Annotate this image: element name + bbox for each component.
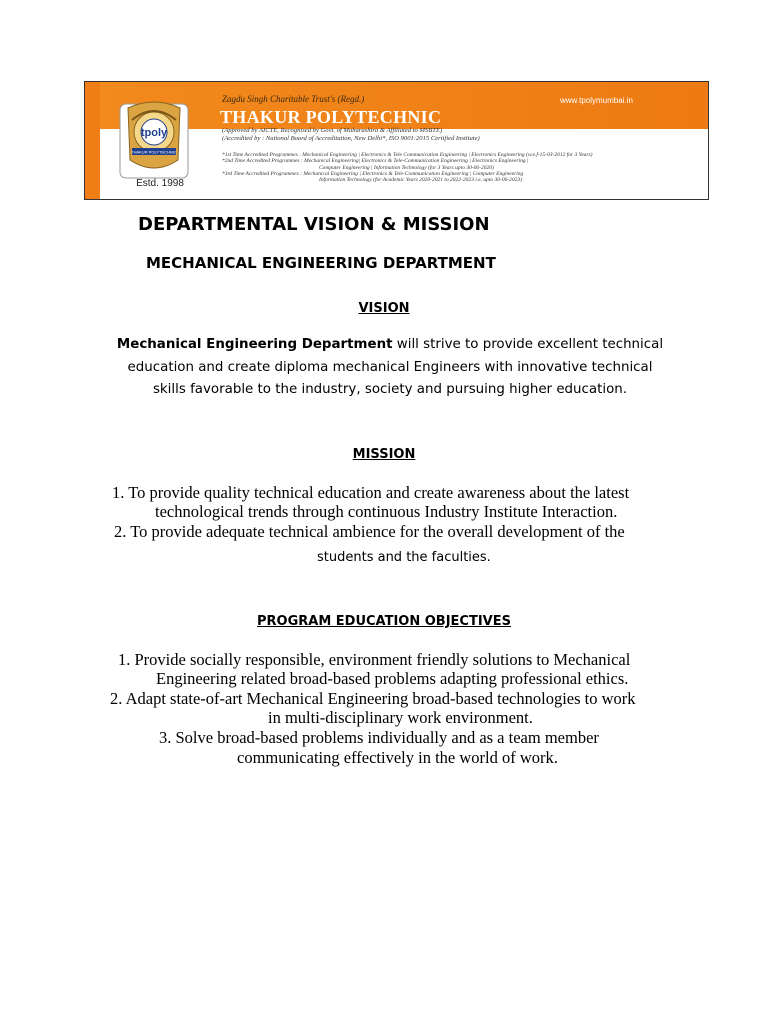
peo-item-3-cont: communicating effectively in the world of work. bbox=[237, 748, 558, 767]
trust-name: Zagdu Singh Charitable Trust's (Regd.) bbox=[222, 94, 365, 104]
logo-text: tpoly bbox=[140, 127, 168, 139]
vision-lead: Mechanical Engineering Department bbox=[116, 337, 393, 352]
header-banner bbox=[84, 81, 709, 200]
vision-line: skills favorable to the industry, society and pursuing higher education. bbox=[152, 382, 628, 397]
vision-line: education and create diploma mechanical Engineers with innovative technical bbox=[127, 359, 653, 375]
accreditation-line: *1st Time Accredited Programmes : Mechanical Engineering | Electronics & Tele Communication Engineering | Electronics Engineering (w.e.f-15-03-2012 for 3 Years) bbox=[222, 152, 593, 158]
accreditation-line: Information Technology (for Academic Years 2020-2021 to 2022-2023 i.e. upto 30-06-2023) bbox=[319, 177, 522, 184]
approval-line: (Approved by AICTE, Recognised by Govt. of Maharashtra & Affiliated to MSBTE) bbox=[222, 127, 443, 134]
accreditation-list bbox=[222, 152, 593, 183]
peo-item-2-cont: in multi-disciplinary work environment. bbox=[268, 708, 533, 727]
mission-item-1-cont: technological trends through continuous Industry Institute Interaction. bbox=[155, 502, 618, 521]
banner-left-strip bbox=[85, 82, 100, 199]
vision-line: will strive to provide excellent technical bbox=[392, 337, 664, 352]
accreditation-line: *3rd Time Accredited Programmes : Mechanical Engineering | Electronics & Tele-Communication Engineering | Computer Engineering bbox=[222, 170, 524, 177]
accreditation-line: Computer Engineering | Information Technology (for 3 Years upto 30-06-2020) bbox=[319, 164, 494, 171]
vision-statement bbox=[95, 334, 685, 402]
vision-heading: VISION bbox=[358, 301, 410, 316]
peo-item-1: 1. Provide socially responsible, environment friendly solutions to Mechanical bbox=[118, 650, 631, 669]
college-name: THAKUR POLYTECHNIC bbox=[220, 107, 442, 127]
mission-item-2: 2. To provide adequate technical ambience for the overall development of the bbox=[114, 522, 625, 541]
approval-line: (Accredited by : National Board of Accreditation, New Delhi*, ISO 9001:2015 Certified Institute) bbox=[222, 135, 480, 142]
logo-ring-text: THAKUR POLYTECHNIC bbox=[131, 149, 177, 155]
website-link[interactable]: www.tpolymumbai.in bbox=[560, 96, 633, 105]
page-title: DEPARTMENTAL VISION & MISSION bbox=[138, 214, 490, 235]
shield-logo-icon bbox=[108, 90, 208, 190]
peo-item-1-cont: Engineering related broad-based problems adapting professional ethics. bbox=[156, 669, 629, 688]
peo-item-2: 2. Adapt state-of-art Mechanical Engineering broad-based technologies to work bbox=[110, 689, 636, 708]
mission-item-2-cont: students and the faculties. bbox=[317, 550, 491, 565]
mission-item-1: 1. To provide quality technical education and create awareness about the latest bbox=[112, 483, 630, 502]
mission-heading: MISSION bbox=[352, 447, 416, 462]
peo-heading: PROGRAM EDUCATION OBJECTIVES bbox=[256, 614, 511, 629]
department-title: MECHANICAL ENGINEERING DEPARTMENT bbox=[146, 254, 496, 272]
peo-item-3: 3. Solve broad-based problems individually and as a team member bbox=[159, 728, 599, 747]
college-logo bbox=[108, 90, 208, 190]
established-year: Estd. 1998 bbox=[136, 178, 184, 189]
accreditation-line: *2nd Time Accredited Programmes : Mechanical Engineering| Electronics & Tele-Communication Engineering | Electronics Engineering | bbox=[222, 158, 529, 165]
approval-text bbox=[222, 127, 480, 143]
